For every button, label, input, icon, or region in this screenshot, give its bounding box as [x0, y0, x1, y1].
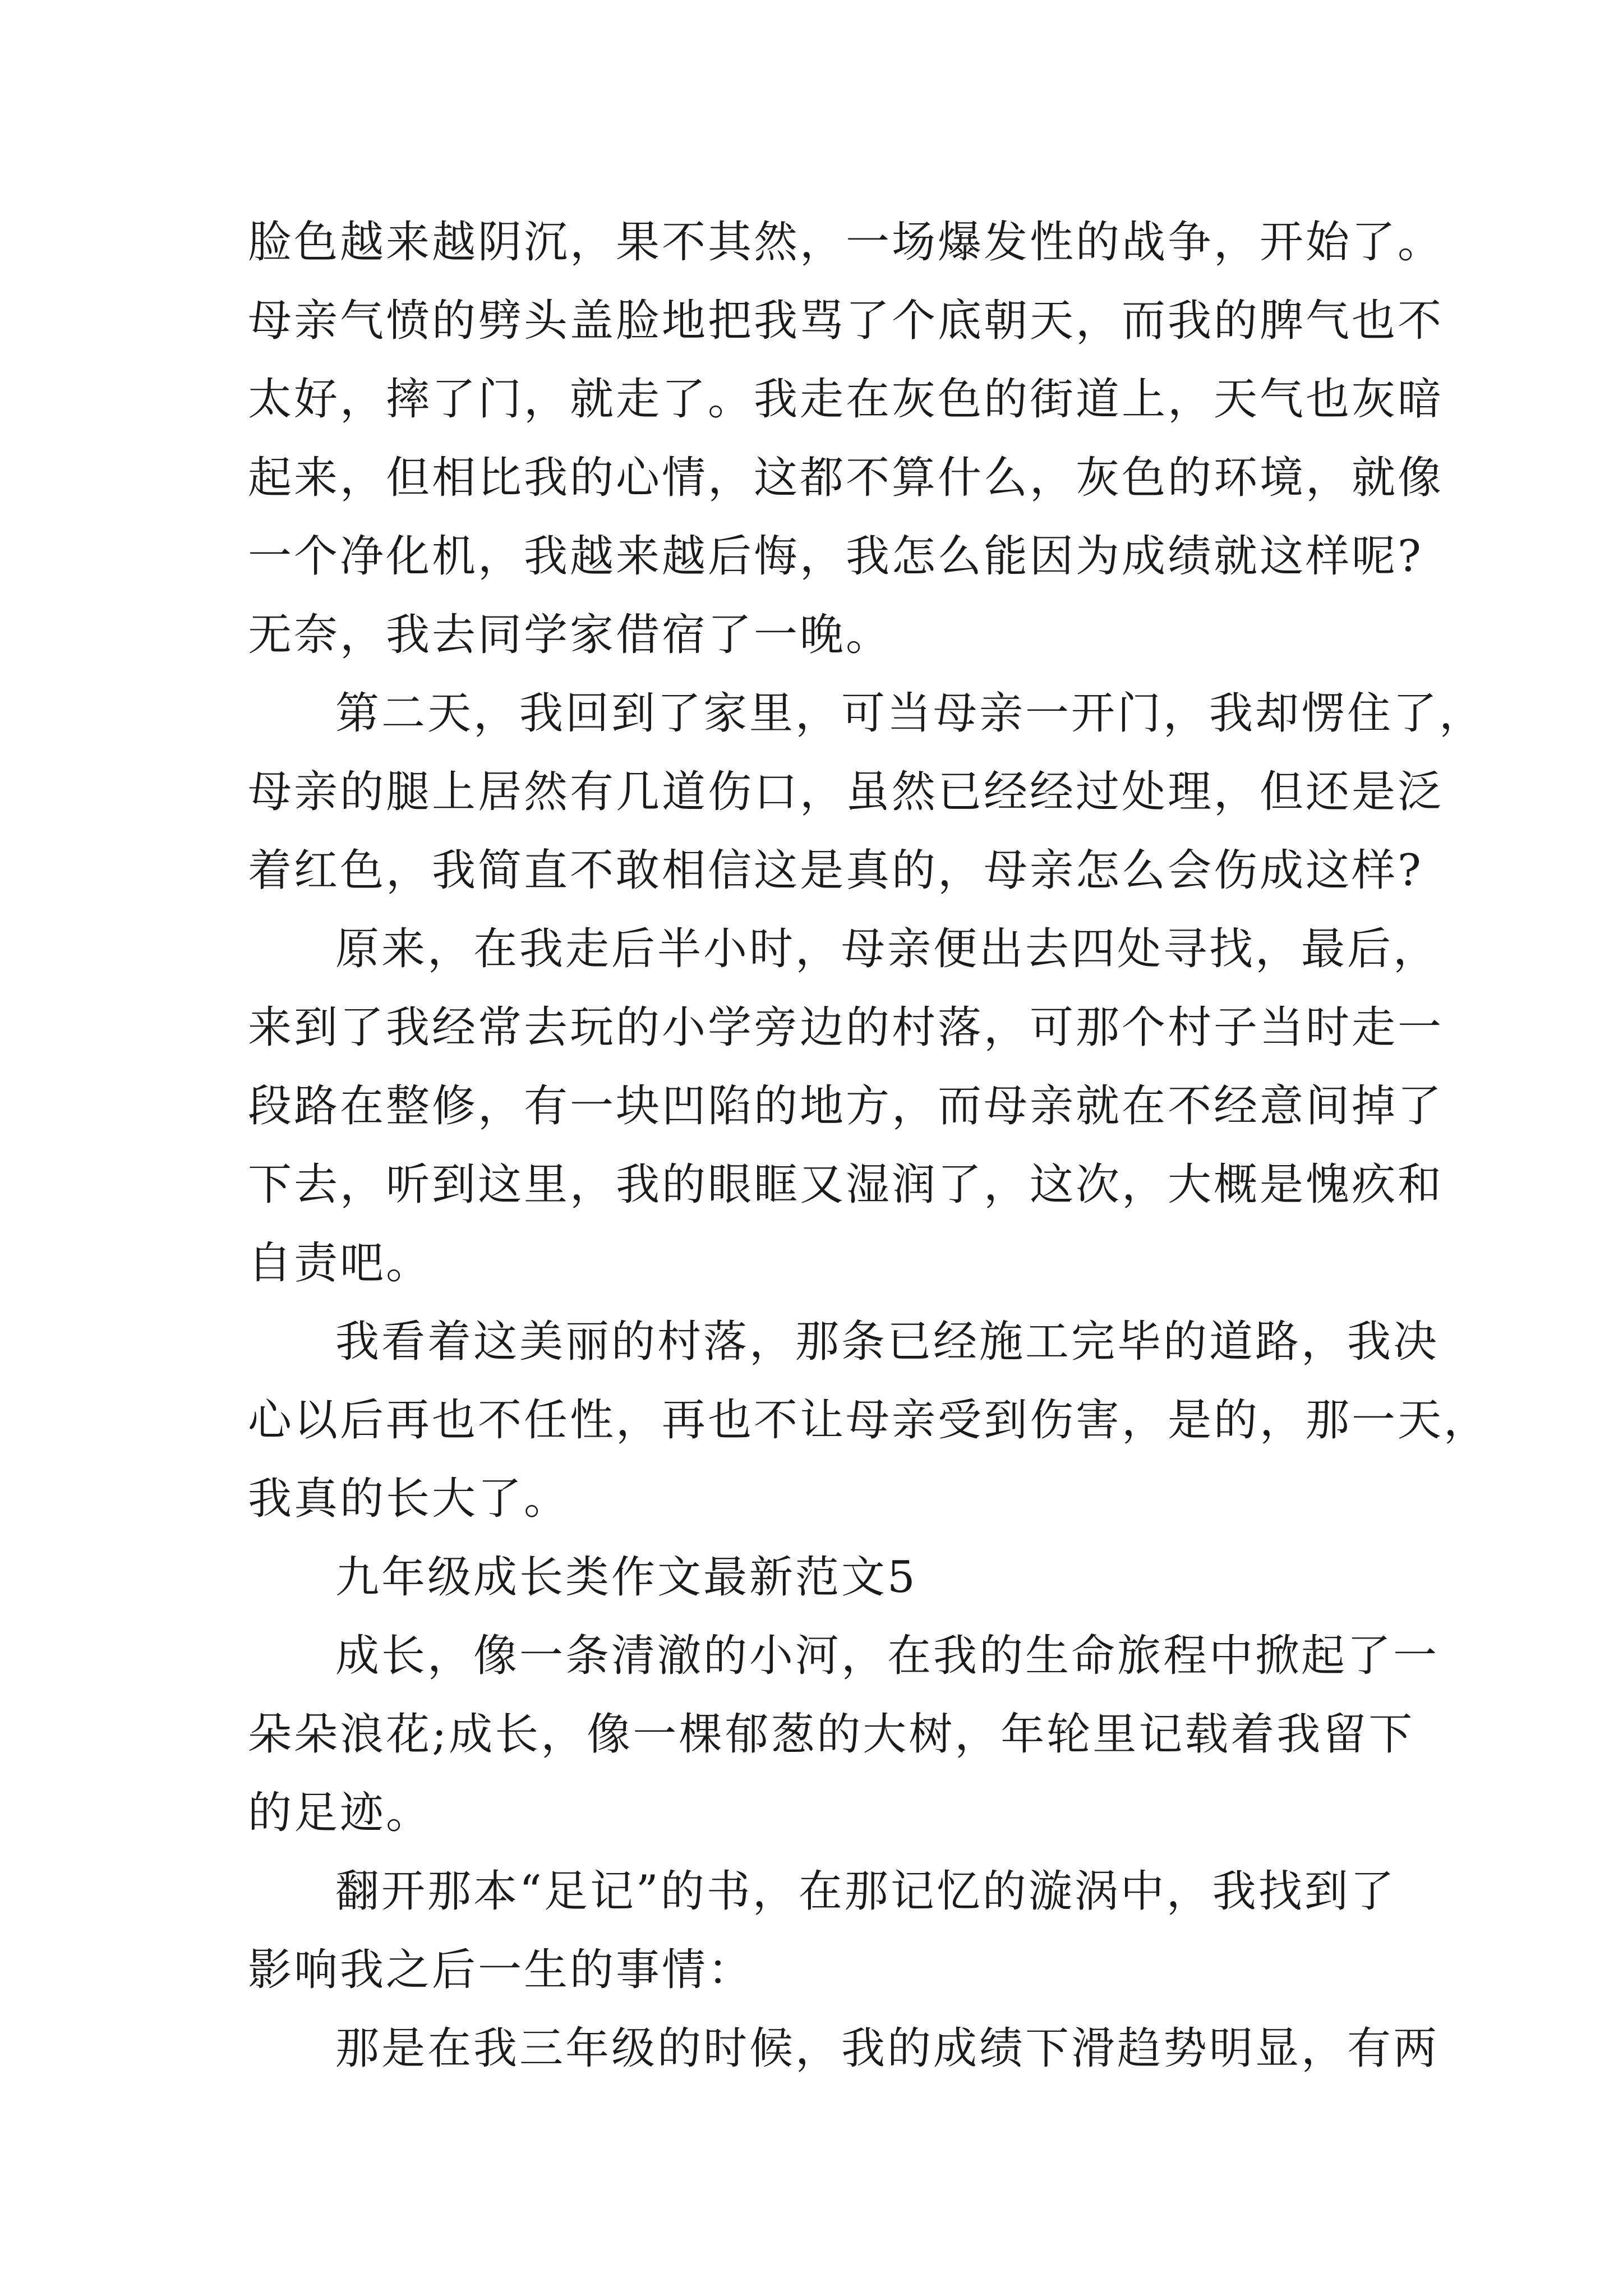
paragraph-start-line: 我看着这美丽的村落，那条已经施工完毕的道路，我决 [335, 1317, 1440, 1367]
paragraph-start-line: 第二天，我回到了家里，可当母亲一开门，我却愣住了， [335, 688, 1486, 739]
section-heading: 九年级成长类作文最新范文5 [335, 1552, 917, 1603]
text-line: 起来，但相比我的心情，这都不算什么，灰色的环境，就像 [248, 453, 1444, 503]
text-line: 着红色，我简直不敢相信这是真的，母亲怎么会伤成这样? [248, 845, 1423, 896]
paragraph-start-line: 原来，在我走后半小时，母亲便出去四处寻找，最后， [335, 924, 1440, 974]
paragraph-start-line: 那是在我三年级的时候，我的成绩下滑趋势明显，有两 [335, 2023, 1440, 2074]
paragraph-start-line: 翻开那本“足记”的书，在那记忆的漩涡中，我找到了 [335, 1866, 1396, 1917]
text-line: 心以后再也不任性，再也不让母亲受到伤害，是的，那一天， [248, 1395, 1490, 1446]
text-line: 段路在整修，有一块凹陷的地方，而母亲就在不经意间掉了 [248, 1081, 1444, 1131]
text-line: 太好，摔了门，就走了。我走在灰色的街道上，天气也灰暗 [248, 374, 1444, 425]
text-line: 我真的长大了。 [248, 1474, 570, 1524]
paragraph-start-line: 成长，像一条清澈的小河，在我的生命旅程中掀起了一 [335, 1631, 1440, 1681]
body-text [248, 203, 1490, 2088]
text-line: 的足迹。 [248, 1788, 432, 1838]
text-line: 母亲的腿上居然有几道伤口，虽然已经经过处理，但还是泛 [248, 767, 1444, 817]
text-line: 来到了我经常去玩的小学旁边的村落，可那个村子当时走一 [248, 1002, 1444, 1053]
text-line: 母亲气愤的劈头盖脸地把我骂了个底朝天，而我的脾气也不 [248, 296, 1444, 346]
text-line: 无奈，我去同学家借宿了一晚。 [248, 610, 892, 660]
text-line: 自责吧。 [248, 1238, 432, 1289]
text-line: 一个净化机，我越来越后悔，我怎么能因为成绩就这样呢? [248, 531, 1423, 582]
text-line: 影响我之后一生的事情： [248, 1945, 754, 1995]
text-line: 下去，听到这里，我的眼眶又湿润了，这次，大概是愧疚和 [248, 1159, 1444, 1210]
text-line: 脸色越来越阴沉，果不其然，一场爆发性的战争，开始了。 [248, 217, 1444, 268]
text-line: 朵朵浪花;成长，像一棵郁葱的大树，年轮里记载着我留下 [248, 1709, 1415, 1760]
